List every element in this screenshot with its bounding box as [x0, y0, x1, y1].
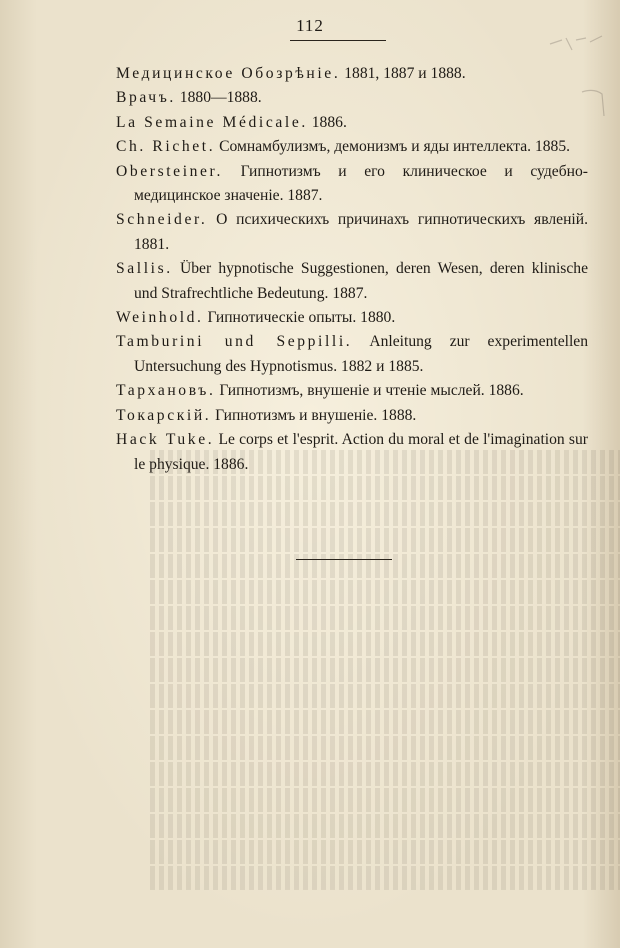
bibliography-entry — [116, 135, 588, 159]
header-rule — [290, 40, 386, 41]
entry-author: Ch. Richet. — [116, 138, 216, 156]
entry-text: Anleitung zur experimentellen Untersuchung des Hypnotismus. 1882 и 1885. — [134, 333, 589, 375]
bibliography-list — [116, 62, 588, 477]
entry-author: Тархановъ. — [116, 382, 216, 400]
bibliography-entry — [116, 111, 588, 135]
show-through-texture — [150, 450, 620, 930]
bibliography-entry — [116, 404, 588, 428]
entry-text: Гипнотизмъ, внушеніе и чтеніе мыслей. 1886. — [215, 382, 524, 400]
bibliography-entry — [116, 428, 588, 477]
entry-author: Tamburini und Seppilli. — [116, 333, 353, 351]
entry-text: 1886. — [307, 113, 347, 131]
bibliography-entry — [116, 330, 588, 379]
entry-author: Медицинское Обозрѣніе. — [116, 65, 341, 82]
entry-author: Obersteiner. — [116, 162, 223, 180]
bibliography-entry — [116, 160, 588, 209]
bibliography-entry — [116, 62, 588, 86]
bibliography-entry — [116, 257, 588, 306]
entry-author: La Semaine Médicale. — [116, 113, 308, 131]
entry-text: Гипнотическіе опыты. 1880. — [203, 309, 396, 327]
entry-text: Le corps et l'esprit. Action du moral et de l'imagination sur le physique. 1886. — [134, 431, 588, 473]
closing-rule — [296, 559, 392, 560]
entry-author: Weinhold. — [116, 309, 204, 327]
entry-author: Врачъ. — [116, 89, 176, 107]
bibliography-entry — [116, 86, 588, 110]
entry-author: Hack Tuke. — [116, 431, 215, 449]
entry-author: Schneider. — [116, 211, 208, 229]
entry-author: Токарскій. — [116, 406, 212, 424]
entry-author: Sallis. — [116, 260, 173, 278]
entry-text: О психическихъ причинахъ гипнотическихъ явленій. 1881. — [134, 211, 588, 253]
entry-text: Гипнотизмъ и его клиническое и судебно-медицинское значеніе. 1887. — [134, 162, 588, 205]
entry-text: Über hypnotische Suggestionen, deren Wesen, deren klinische und Strafrechtliche Bedeutung. 1887. — [134, 260, 588, 302]
bibliography-entry — [116, 379, 588, 403]
entry-text: 1880—1888. — [175, 89, 262, 107]
page-number: 112 — [296, 16, 324, 35]
bibliography-entry — [116, 306, 588, 330]
entry-text: Сомнамбулизмъ, демонизмъ и яды интеллекта. 1885. — [215, 138, 571, 156]
bibliography-entry — [116, 208, 588, 257]
entry-text: 1881, 1887 и 1888. — [340, 65, 466, 82]
entry-text: Гипнотизмъ и внушеніе. 1888. — [211, 406, 417, 424]
